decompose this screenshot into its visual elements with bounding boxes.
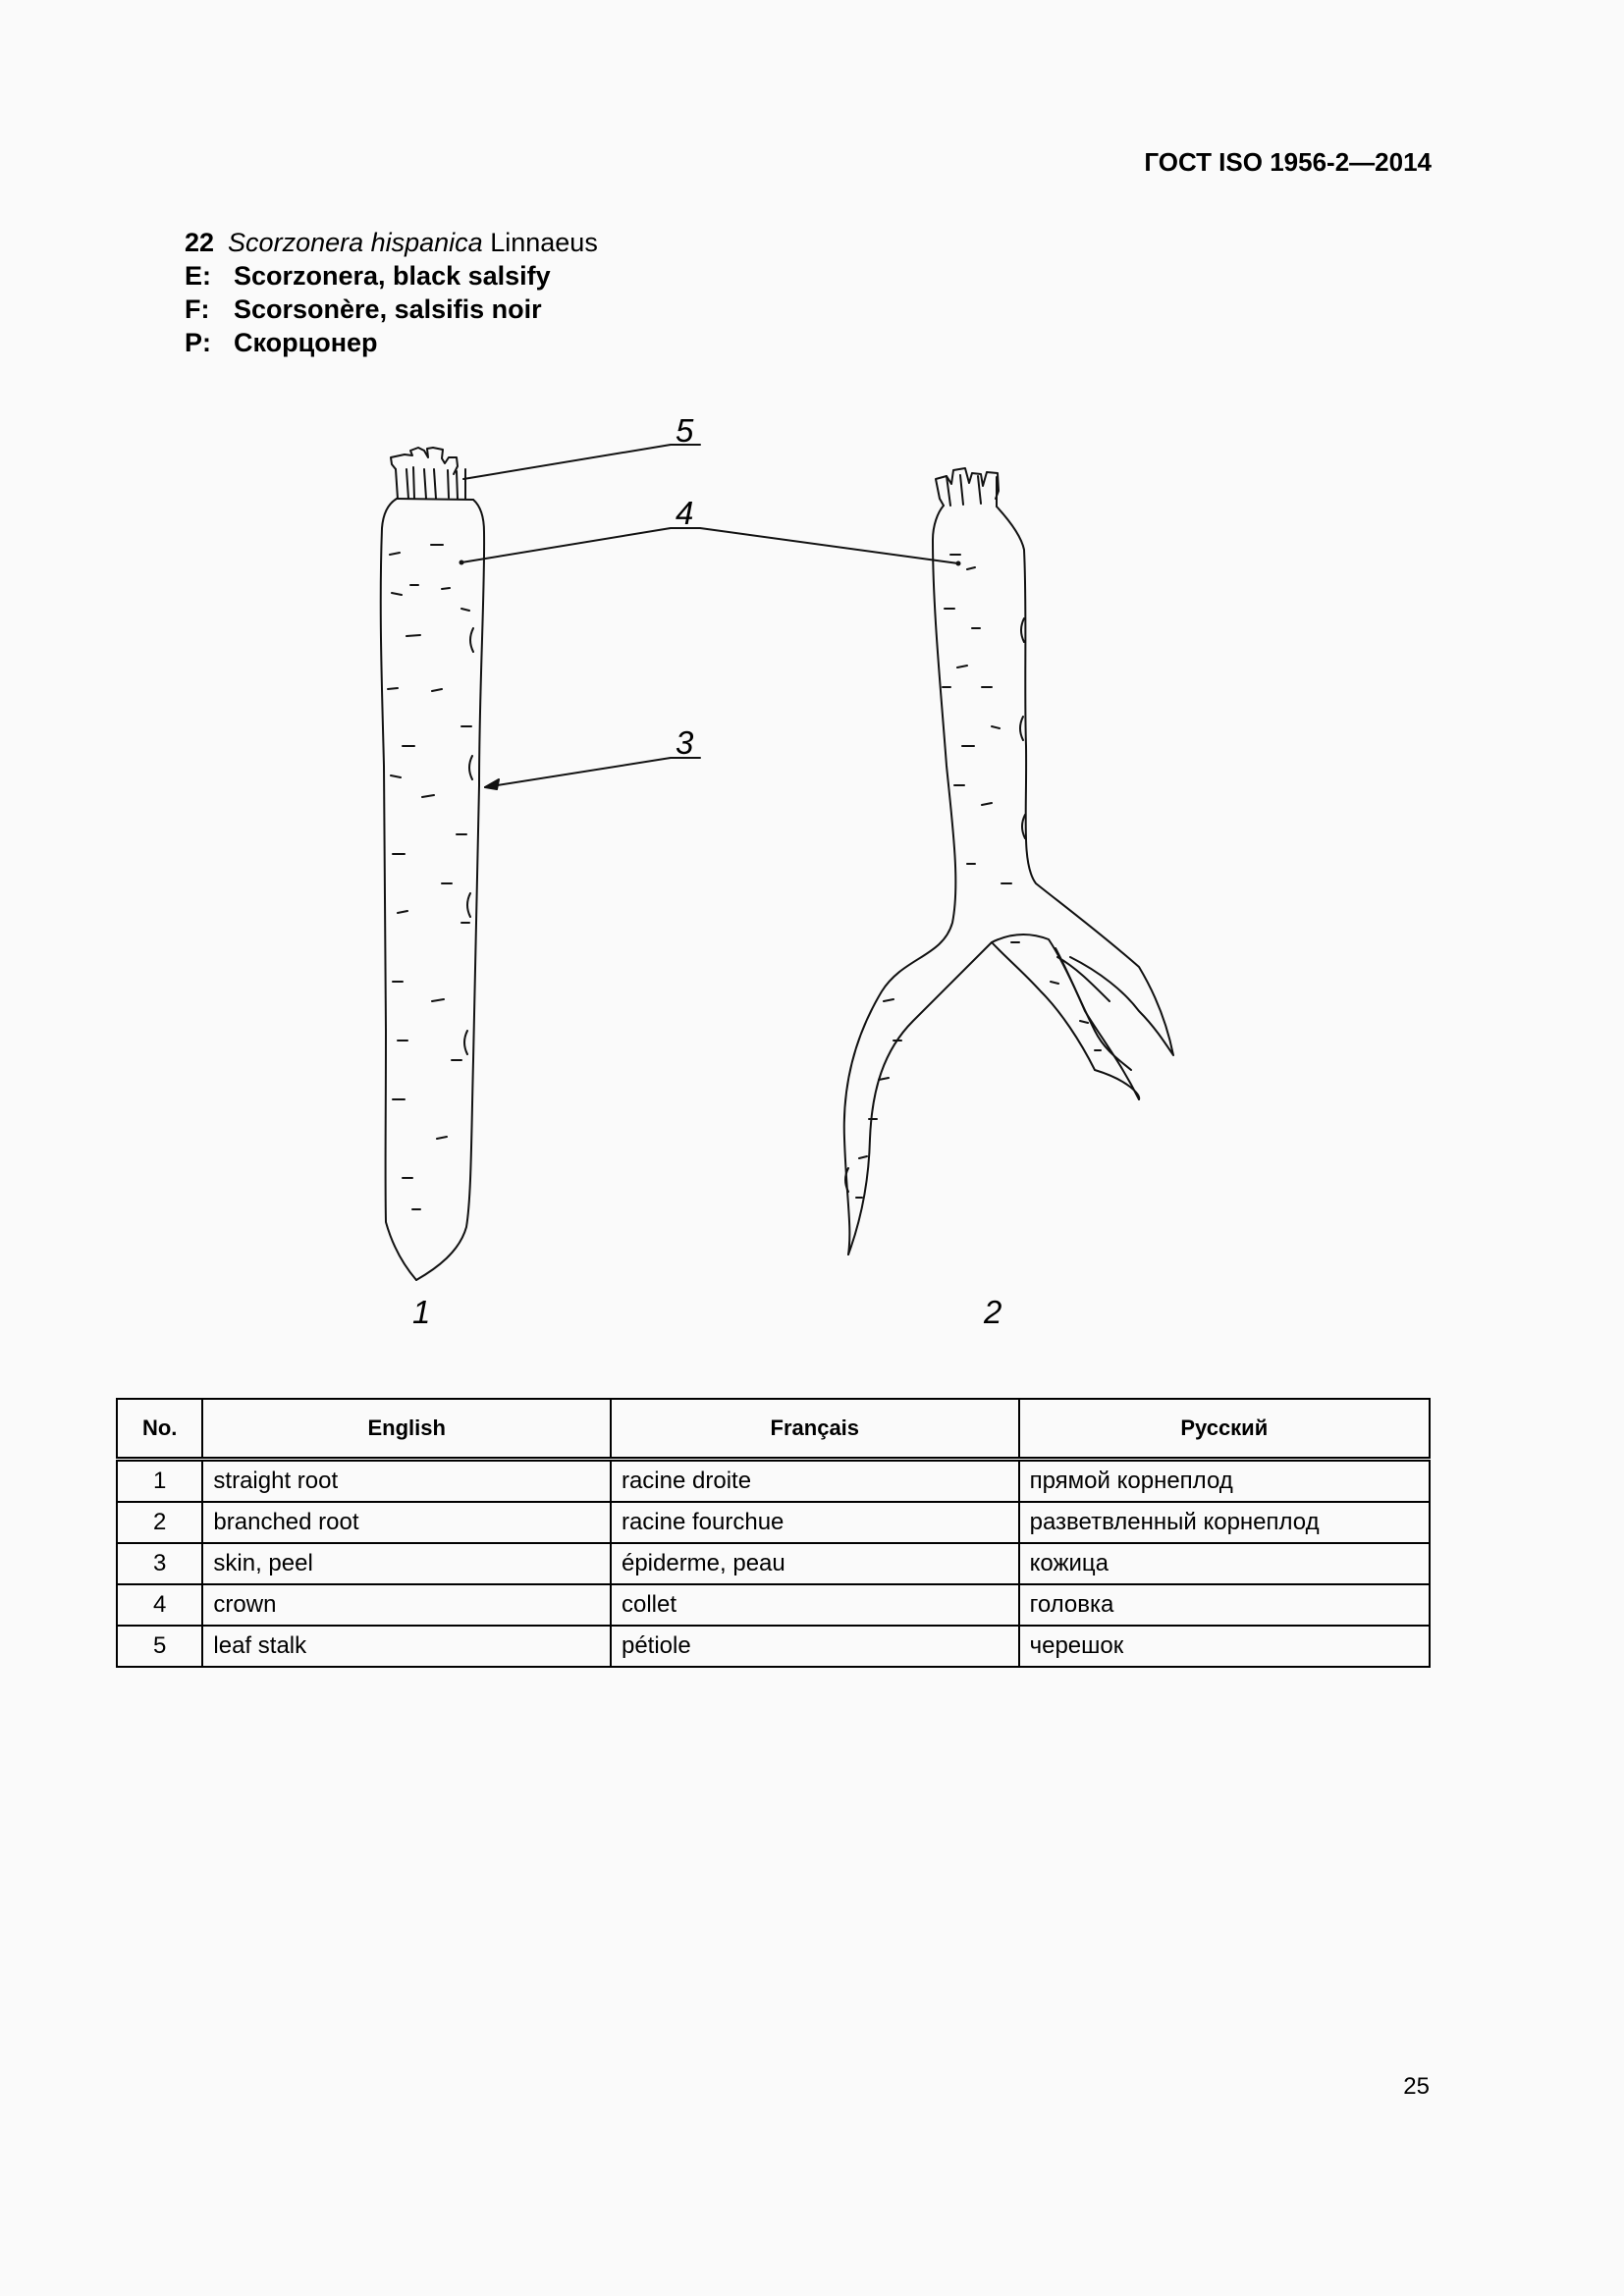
- column-header-no: No.: [117, 1399, 202, 1460]
- lang-label: F:: [185, 294, 210, 324]
- callout-label-4: 4: [676, 495, 694, 531]
- cell-english: leaf stalk: [202, 1626, 611, 1667]
- figure-caption-1: 1: [412, 1294, 431, 1330]
- cell-no: 4: [117, 1584, 202, 1626]
- cell-french: épiderme, peau: [611, 1543, 1019, 1584]
- name-text: Scorzonera, black salsify: [234, 261, 551, 291]
- cell-russian: головка: [1019, 1584, 1430, 1626]
- table-row: [117, 1502, 1430, 1543]
- standard-header: ГОСТ ISO 1956-2—2014: [1144, 147, 1432, 177]
- callout-4-leader: [461, 528, 958, 563]
- branched-root-drawing: [844, 468, 1173, 1255]
- callout-3-leader: [485, 758, 700, 787]
- terms-table: [116, 1398, 1431, 1668]
- callout-4-dot: [460, 561, 464, 565]
- cell-russian: прямой корнеплод: [1019, 1460, 1430, 1503]
- cell-english: branched root: [202, 1502, 611, 1543]
- cell-no: 2: [117, 1502, 202, 1543]
- name-text: Скорцонер: [234, 328, 378, 357]
- cell-english: straight root: [202, 1460, 611, 1503]
- callout-label-3: 3: [676, 724, 694, 761]
- cell-english: crown: [202, 1584, 611, 1626]
- lang-label: P:: [185, 328, 211, 357]
- cell-russian: разветвленный корнеплод: [1019, 1502, 1430, 1543]
- table-row: [117, 1584, 1430, 1626]
- callout-label-5: 5: [676, 412, 694, 449]
- callout-4-dot: [956, 561, 961, 566]
- cell-french: collet: [611, 1584, 1019, 1626]
- cell-no: 5: [117, 1626, 202, 1667]
- lang-label: E:: [185, 261, 211, 291]
- figure-caption-2: 2: [984, 1294, 1002, 1330]
- entry-number: 22: [185, 228, 215, 257]
- cell-french: racine droite: [611, 1460, 1019, 1503]
- cell-no: 3: [117, 1543, 202, 1584]
- column-header-french: Français: [611, 1399, 1019, 1460]
- table-row: [117, 1543, 1430, 1584]
- cell-russian: черешок: [1019, 1626, 1430, 1667]
- cell-french: racine fourchue: [611, 1502, 1019, 1543]
- page-number: 25: [1403, 2073, 1430, 2100]
- author-name: Linnaeus: [490, 228, 598, 257]
- table-row: [117, 1460, 1430, 1503]
- cell-no: 1: [117, 1460, 202, 1503]
- table-header-row: [117, 1399, 1430, 1460]
- scientific-name: Scorzonera hispanica: [228, 228, 483, 257]
- callout-5-leader: [463, 445, 700, 479]
- name-text: Scorsonère, salsifis noir: [234, 294, 542, 324]
- cell-russian: кожица: [1019, 1543, 1430, 1584]
- table-row: [117, 1626, 1430, 1667]
- column-header-english: English: [202, 1399, 611, 1460]
- cell-english: skin, peel: [202, 1543, 611, 1584]
- straight-root-drawing: [381, 448, 484, 1280]
- cell-french: pétiole: [611, 1626, 1019, 1667]
- column-header-russian: Русский: [1019, 1399, 1430, 1460]
